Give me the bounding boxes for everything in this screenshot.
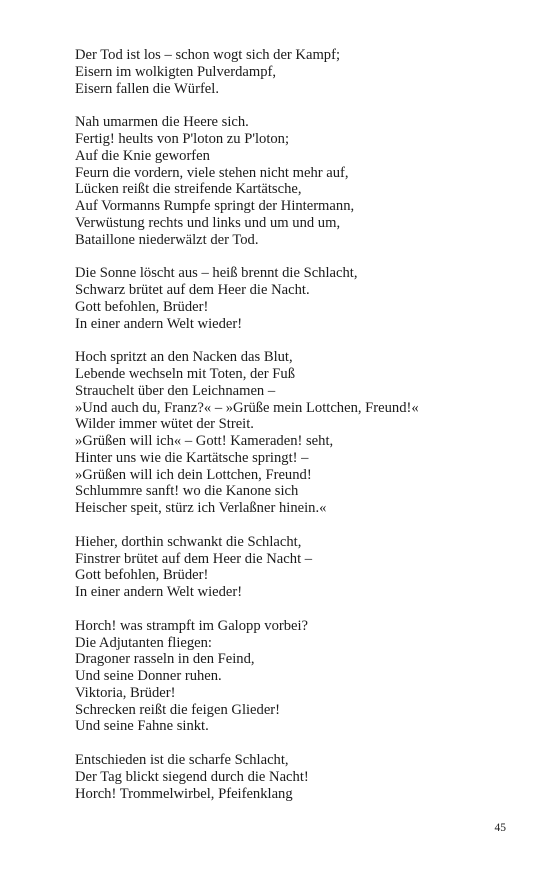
poem-line: Lebende wechseln mit Toten, der Fuß <box>75 366 295 382</box>
stanza <box>75 349 515 517</box>
poem-line: Heischer speit, stürz ich Verlaßner hinein.« <box>75 500 327 516</box>
poem-line: Schlummre sanft! wo die Kanone sich <box>75 483 299 500</box>
stanza <box>75 114 515 248</box>
page-number: 45 <box>494 822 506 834</box>
poem-line: »Grüßen will ich dein Lottchen, Freund! <box>75 466 312 483</box>
poem-line: Und seine Donner ruhen. <box>75 668 222 684</box>
stanza <box>75 534 515 601</box>
poem-line: Hoch spritzt an den Nacken das Blut, <box>75 349 293 366</box>
poem-line: Schrecken reißt die feigen Glieder! <box>75 701 281 718</box>
poem-line: »Und auch du, Franz?« – »Grüße mein Lottchen, Freund!« <box>75 399 419 416</box>
poem-line: Und seine Fahne sinkt. <box>75 718 209 735</box>
poem-line: Der Tod ist los – schon wogt sich der Kampf; <box>75 47 341 63</box>
poem-line: In einer andern Welt wieder! <box>75 315 243 332</box>
poem-line: Viktoria, Brüder! <box>75 684 176 701</box>
poem-line: Schwarz brütet auf dem Heer die Nacht. <box>75 282 310 298</box>
stanza <box>75 618 515 735</box>
stanza <box>75 265 515 332</box>
poem-line: Die Adjutanten fliegen: <box>75 634 212 651</box>
poem-line: Lücken reißt die streifende Kartätsche, <box>75 181 302 198</box>
poem-line: Entschieden ist die scharfe Schlacht, <box>75 752 289 768</box>
poem-line: Nah umarmen die Heere sich. <box>75 114 249 131</box>
poem-line: Dragoner rasseln in den Feind, <box>75 651 255 668</box>
poem-line: Strauchelt über den Leichnamen – <box>75 382 276 399</box>
poem-line: Bataillone niederwälzt der Tod. <box>75 231 259 248</box>
poem-line: Eisern im wolkigten Pulverdampf, <box>75 63 277 80</box>
poem-line: In einer andern Welt wieder! <box>75 584 243 600</box>
stanza <box>75 47 515 97</box>
poem-line: Horch! was strampft im Galopp vorbei? <box>75 617 309 634</box>
poem-line: Fertig! heults von P'loton zu P'loton; <box>75 131 290 147</box>
poem-line: Finstrer brütet auf dem Heer die Nacht – <box>75 550 313 567</box>
poem-line: Gott befohlen, Brüder! <box>75 567 209 584</box>
poem-line: Auf die Knie geworfen <box>75 147 210 164</box>
poem-line: »Grüßen will ich« – Gott! Kameraden! seht, <box>75 433 334 449</box>
poem-line: Eisern fallen die Würfel. <box>75 80 219 97</box>
stanza <box>75 752 515 802</box>
poem-line: Horch! Trommelwirbel, Pfeifenklang <box>75 785 293 802</box>
poem-line: Der Tag blickt siegend durch die Nacht! <box>75 768 309 785</box>
poem-line: Die Sonne löscht aus – heiß brennt die Schlacht, <box>75 265 358 282</box>
poem-line: Hinter uns wie die Kartätsche springt! – <box>75 449 309 466</box>
poem-line: Auf Vormanns Rumpfe springt der Hintermann, <box>75 198 355 214</box>
poem-line: Gott befohlen, Brüder! <box>75 298 209 315</box>
poem-line: Verwüstung rechts und links und um und um, <box>75 214 341 231</box>
poem-line: Feurn die vordern, viele stehen nicht mehr auf, <box>75 164 349 181</box>
poem-line: Wilder immer wütet der Streit. <box>75 416 254 433</box>
poem-text <box>75 47 515 819</box>
poem-line: Hieher, dorthin schwankt die Schlacht, <box>75 533 302 550</box>
